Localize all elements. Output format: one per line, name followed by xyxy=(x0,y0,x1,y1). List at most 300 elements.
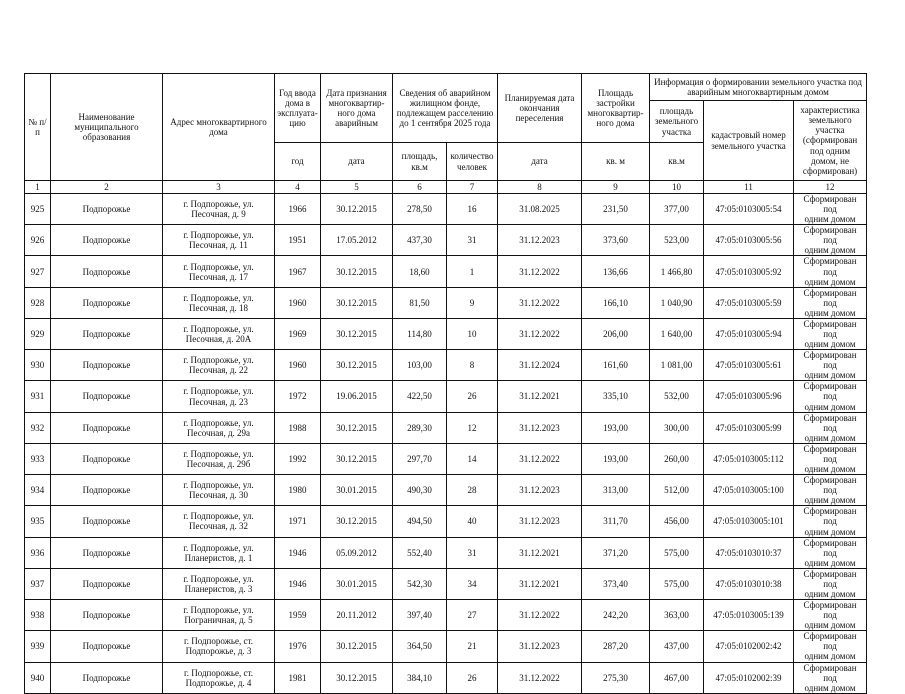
address-line-1: г. Подпорожье, ул. xyxy=(183,292,254,303)
characteristic-cell xyxy=(794,475,867,506)
municipality-cell: Подпорожье xyxy=(51,256,163,287)
address-cell xyxy=(163,475,275,506)
address-cell xyxy=(163,662,275,693)
land-area-cell: 300,00 xyxy=(650,412,704,443)
row-number: 931 xyxy=(25,381,51,412)
built-area-cell: 275,30 xyxy=(582,662,650,693)
planned-date-cell: 31.12.2021 xyxy=(498,568,582,599)
characteristic-line-2: одним домом xyxy=(804,464,856,475)
table-row xyxy=(25,475,867,506)
municipality-cell: Подпорожье xyxy=(51,631,163,662)
cadastral-cell: 47:05:0102002:39 xyxy=(704,662,794,693)
address-line-1: г. Подпорожье, ул. xyxy=(183,573,254,584)
address-line-2: Песочная, д. 23 xyxy=(188,396,249,407)
land-area-cell: 512,00 xyxy=(650,475,704,506)
land-area-cell: 1 640,00 xyxy=(650,318,704,349)
row-number: 934 xyxy=(25,475,51,506)
address-line-1: г. Подпорожье, ул. xyxy=(183,542,254,553)
characteristic-line-1: Сформирован под xyxy=(803,600,857,621)
column-number: 10 xyxy=(650,181,704,194)
municipality-cell: Подпорожье xyxy=(51,443,163,474)
register-page xyxy=(24,73,866,694)
characteristic-line-2: одним домом xyxy=(804,651,856,662)
cadastral-cell: 47:05:0103005:92 xyxy=(704,256,794,287)
column-number: 7 xyxy=(447,181,498,194)
recognition-date-cell: 30.12.2015 xyxy=(321,443,393,474)
people-cell: 26 xyxy=(447,381,498,412)
characteristic-line-1: Сформирован под xyxy=(803,475,857,496)
address-line-2: Песочная, д. 11 xyxy=(189,240,248,251)
people-cell: 40 xyxy=(447,506,498,537)
people-cell: 21 xyxy=(447,631,498,662)
characteristic-cell xyxy=(794,350,867,381)
people-cell: 10 xyxy=(447,318,498,349)
area-cell: 81,50 xyxy=(393,287,447,318)
characteristic-line-1: Сформирован под xyxy=(803,350,857,371)
column-number: 9 xyxy=(582,181,650,194)
row-number: 929 xyxy=(25,318,51,349)
built-area-cell: 193,00 xyxy=(582,412,650,443)
address-line-2: Песочная, д. 32 xyxy=(188,521,249,532)
table-row xyxy=(25,537,867,568)
column-number: 12 xyxy=(794,181,867,194)
characteristic-line-1: Сформирован под xyxy=(803,537,857,558)
row-number: 935 xyxy=(25,506,51,537)
table-row xyxy=(25,194,867,225)
area-cell: 289,30 xyxy=(393,412,447,443)
address-cell xyxy=(163,412,275,443)
planned-date-cell: 31.12.2022 xyxy=(498,287,582,318)
land-area-cell: 260,00 xyxy=(650,443,704,474)
recognition-date-cell: 30.12.2015 xyxy=(321,662,393,693)
address-cell xyxy=(163,537,275,568)
people-cell: 27 xyxy=(447,600,498,631)
planned-date-cell: 31.12.2022 xyxy=(498,600,582,631)
characteristic-line-2: одним домом xyxy=(804,588,856,599)
planned-date-cell: 31.12.2022 xyxy=(498,318,582,349)
cadastral-cell: 47:05:0103005:101 xyxy=(704,506,794,537)
address-cell xyxy=(163,631,275,662)
address-line-2: Песочная, д. 20А xyxy=(185,334,252,345)
characteristic-line-1: Сформирован под xyxy=(803,412,857,433)
year-cell: 1960 xyxy=(275,287,321,318)
header-no: № п/п xyxy=(25,74,51,181)
people-cell: 26 xyxy=(447,662,498,693)
address-line-1: г. Подпорожье, ул. xyxy=(183,386,254,397)
characteristic-line-1: Сформирован под xyxy=(803,381,857,402)
address-cell xyxy=(163,194,275,225)
recognition-date-cell: 30.12.2015 xyxy=(321,318,393,349)
table-row xyxy=(25,350,867,381)
table-row xyxy=(25,568,867,599)
address-line-1: г. Подпорожье, ул. xyxy=(183,511,254,522)
characteristic-cell xyxy=(794,600,867,631)
address-cell xyxy=(163,381,275,412)
planned-date-cell: 31.12.2023 xyxy=(498,225,582,256)
municipality-cell: Подпорожье xyxy=(51,600,163,631)
characteristic-line-2: одним домом xyxy=(804,526,856,537)
column-number: 5 xyxy=(321,181,393,194)
people-cell: 12 xyxy=(447,412,498,443)
municipality-cell: Подпорожье xyxy=(51,662,163,693)
area-cell: 437,30 xyxy=(393,225,447,256)
header-characteristic: характеристика земельного участка (сформирован под одним домом, не сформирован) xyxy=(794,101,867,181)
address-line-1: г. Подпорожье, ул. xyxy=(183,480,254,491)
emergency-housing-table xyxy=(24,73,867,694)
address-cell xyxy=(163,600,275,631)
address-line-1: г. Подпорожье, ул. xyxy=(183,230,254,241)
land-area-cell: 532,00 xyxy=(650,381,704,412)
characteristic-line-2: одним домом xyxy=(804,370,856,381)
row-number: 932 xyxy=(25,412,51,443)
characteristic-line-1: Сформирован под xyxy=(803,256,857,277)
cadastral-cell: 47:05:0103005:100 xyxy=(704,475,794,506)
area-cell: 542,30 xyxy=(393,568,447,599)
characteristic-line-2: одним домом xyxy=(804,214,856,225)
address-cell xyxy=(163,256,275,287)
land-area-cell: 437,00 xyxy=(650,631,704,662)
row-number: 939 xyxy=(25,631,51,662)
address-line-2: Пограничная, д. 5 xyxy=(184,615,253,626)
planned-date-cell: 31.08.2025 xyxy=(498,194,582,225)
characteristic-line-2: одним домом xyxy=(804,495,856,506)
characteristic-cell xyxy=(794,662,867,693)
built-area-cell: 242,20 xyxy=(582,600,650,631)
built-area-cell: 335,10 xyxy=(582,381,650,412)
address-line-1: г. Подпорожье, ул. xyxy=(183,417,254,428)
cadastral-cell: 47:05:0103005:96 xyxy=(704,381,794,412)
address-line-2: Планеристов, д. 1 xyxy=(184,552,253,563)
people-cell: 31 xyxy=(447,537,498,568)
area-cell: 397,40 xyxy=(393,600,447,631)
cadastral-cell: 47:05:0103005:61 xyxy=(704,350,794,381)
land-area-cell: 1 040,90 xyxy=(650,287,704,318)
recognition-date-cell: 17.05.2012 xyxy=(321,225,393,256)
people-cell: 16 xyxy=(447,194,498,225)
unit-land-area: кв.м xyxy=(650,143,704,181)
column-number: 2 xyxy=(51,181,163,194)
land-area-cell: 575,00 xyxy=(650,568,704,599)
year-cell: 1972 xyxy=(275,381,321,412)
year-cell: 1966 xyxy=(275,194,321,225)
address-line-2: Песочная, д. 29б xyxy=(186,458,251,469)
area-cell: 490,30 xyxy=(393,475,447,506)
table-body xyxy=(25,194,867,694)
planned-date-cell: 31.12.2021 xyxy=(498,381,582,412)
row-number: 940 xyxy=(25,662,51,693)
address-line-2: Песочная, д. 17 xyxy=(188,271,249,282)
built-area-cell: 373,40 xyxy=(582,568,650,599)
characteristic-line-2: одним домом xyxy=(804,339,856,350)
land-area-cell: 363,00 xyxy=(650,600,704,631)
planned-date-cell: 31.12.2023 xyxy=(498,412,582,443)
characteristic-line-2: одним домом xyxy=(804,682,856,693)
year-cell: 1980 xyxy=(275,475,321,506)
municipality-cell: Подпорожье xyxy=(51,287,163,318)
row-number: 926 xyxy=(25,225,51,256)
planned-date-cell: 31.12.2022 xyxy=(498,256,582,287)
cadastral-cell: 47:05:0103010:38 xyxy=(704,568,794,599)
built-area-cell: 373,60 xyxy=(582,225,650,256)
header-recognition-date: Дата признания многоквартир-ного дома аварийным xyxy=(321,74,393,143)
cadastral-cell: 47:05:0103005:54 xyxy=(704,194,794,225)
address-cell xyxy=(163,350,275,381)
column-number: 3 xyxy=(163,181,275,194)
address-line-1: г. Подпорожье, ул. xyxy=(183,323,254,334)
characteristic-line-2: одним домом xyxy=(804,401,856,412)
row-number: 927 xyxy=(25,256,51,287)
planned-date-cell: 31.12.2022 xyxy=(498,662,582,693)
characteristic-line-1: Сформирован под xyxy=(803,194,857,215)
recognition-date-cell: 05.09.2012 xyxy=(321,537,393,568)
header-land-info: Информация о формировании земельного участка под аварийным многоквартирным домом xyxy=(650,74,867,101)
built-area-cell: 313,00 xyxy=(582,475,650,506)
cadastral-cell: 47:05:0103005:139 xyxy=(704,600,794,631)
characteristic-cell xyxy=(794,194,867,225)
characteristic-line-2: одним домом xyxy=(804,620,856,631)
characteristic-line-1: Сформирован под xyxy=(803,631,857,652)
year-cell: 1960 xyxy=(275,350,321,381)
municipality-cell: Подпорожье xyxy=(51,475,163,506)
area-cell: 297,70 xyxy=(393,443,447,474)
cadastral-cell: 47:05:0103005:59 xyxy=(704,287,794,318)
table-row xyxy=(25,287,867,318)
unit-date: дата xyxy=(321,143,393,181)
built-area-cell: 206,00 xyxy=(582,318,650,349)
recognition-date-cell: 30.12.2015 xyxy=(321,350,393,381)
characteristic-line-2: одним домом xyxy=(804,432,856,443)
row-number: 937 xyxy=(25,568,51,599)
planned-date-cell: 31.12.2024 xyxy=(498,350,582,381)
row-number: 933 xyxy=(25,443,51,474)
recognition-date-cell: 19.06.2015 xyxy=(321,381,393,412)
address-line-1: г. Подпорожье, ст. xyxy=(184,636,253,647)
column-number: 4 xyxy=(275,181,321,194)
characteristic-line-2: одним домом xyxy=(804,276,856,287)
area-cell: 422,50 xyxy=(393,381,447,412)
characteristic-cell xyxy=(794,412,867,443)
land-area-cell: 1 466,80 xyxy=(650,256,704,287)
header-address: Адрес многоквартирного дома xyxy=(163,74,275,181)
address-cell xyxy=(163,506,275,537)
characteristic-cell xyxy=(794,225,867,256)
address-line-2: Подпорожье, д. 4 xyxy=(185,677,252,688)
characteristic-line-2: одним домом xyxy=(804,307,856,318)
recognition-date-cell: 30.01.2015 xyxy=(321,568,393,599)
land-area-cell: 575,00 xyxy=(650,537,704,568)
address-line-2: Песочная, д. 30 xyxy=(188,490,249,501)
table-row xyxy=(25,662,867,693)
year-cell: 1967 xyxy=(275,256,321,287)
row-number: 938 xyxy=(25,600,51,631)
column-number: 8 xyxy=(498,181,582,194)
area-cell: 364,50 xyxy=(393,631,447,662)
year-cell: 1951 xyxy=(275,225,321,256)
table-row xyxy=(25,318,867,349)
address-line-1: г. Подпорожье, ул. xyxy=(183,199,254,210)
characteristic-cell xyxy=(794,537,867,568)
characteristic-cell xyxy=(794,506,867,537)
column-number: 6 xyxy=(393,181,447,194)
table-row xyxy=(25,506,867,537)
header-planned-date: Планируемая дата окончания переселения xyxy=(498,74,582,143)
address-cell xyxy=(163,287,275,318)
area-cell: 103,00 xyxy=(393,350,447,381)
address-line-1: г. Подпорожье, ул. xyxy=(183,448,254,459)
municipality-cell: Подпорожье xyxy=(51,537,163,568)
recognition-date-cell: 30.12.2015 xyxy=(321,194,393,225)
header-cadastral: кадастровый номер земельного участка xyxy=(704,101,794,181)
address-line-2: Песочная, д. 29а xyxy=(186,427,251,438)
row-number: 930 xyxy=(25,350,51,381)
year-cell: 1946 xyxy=(275,537,321,568)
characteristic-line-1: Сформирован под xyxy=(803,506,857,527)
area-cell: 552,40 xyxy=(393,537,447,568)
header-year: Год ввода дома в эксплуата-цию xyxy=(275,74,321,143)
unit-area: площадь, кв.м xyxy=(393,143,447,181)
people-cell: 34 xyxy=(447,568,498,599)
planned-date-cell: 31.12.2023 xyxy=(498,631,582,662)
address-cell xyxy=(163,568,275,599)
municipality-cell: Подпорожье xyxy=(51,225,163,256)
area-cell: 278,50 xyxy=(393,194,447,225)
characteristic-cell xyxy=(794,287,867,318)
municipality-cell: Подпорожье xyxy=(51,194,163,225)
municipality-cell: Подпорожье xyxy=(51,412,163,443)
address-cell xyxy=(163,443,275,474)
recognition-date-cell: 30.12.2015 xyxy=(321,287,393,318)
recognition-date-cell: 20.11.2012 xyxy=(321,600,393,631)
characteristic-line-1: Сформирован под xyxy=(803,662,857,683)
table-row xyxy=(25,381,867,412)
built-area-cell: 166,10 xyxy=(582,287,650,318)
address-line-1: г. Подпорожье, ул. xyxy=(183,355,254,366)
year-cell: 1969 xyxy=(275,318,321,349)
year-cell: 1959 xyxy=(275,600,321,631)
municipality-cell: Подпорожье xyxy=(51,350,163,381)
people-cell: 31 xyxy=(447,225,498,256)
address-line-2: Песочная, д. 9 xyxy=(191,209,246,220)
characteristic-cell xyxy=(794,318,867,349)
table-row xyxy=(25,225,867,256)
planned-date-cell: 31.12.2023 xyxy=(498,506,582,537)
address-line-2: Песочная, д. 18 xyxy=(188,302,249,313)
recognition-date-cell: 30.12.2015 xyxy=(321,256,393,287)
row-number: 936 xyxy=(25,537,51,568)
characteristic-line-2: одним домом xyxy=(804,245,856,256)
characteristic-cell xyxy=(794,443,867,474)
characteristic-cell xyxy=(794,568,867,599)
column-number: 1 xyxy=(25,181,51,194)
header-emergency-fund: Сведения об аварийном жилищном фонде, подлежащем расселению до 1 сентября 2025 года xyxy=(393,74,498,143)
characteristic-line-1: Сформирован под xyxy=(803,318,857,340)
built-area-cell: 287,20 xyxy=(582,631,650,662)
planned-date-cell: 31.12.2023 xyxy=(498,475,582,506)
row-number: 928 xyxy=(25,287,51,318)
characteristic-cell xyxy=(794,631,867,662)
year-cell: 1971 xyxy=(275,506,321,537)
address-line-2: Песочная, д. 22 xyxy=(188,365,249,376)
municipality-cell: Подпорожье xyxy=(51,568,163,599)
address-line-1: г. Подпорожье, ст. xyxy=(184,667,253,678)
table-header xyxy=(25,74,867,194)
built-area-cell: 136,66 xyxy=(582,256,650,287)
table-row xyxy=(25,443,867,474)
address-line-2: Подпорожье, д. 3 xyxy=(185,646,252,657)
characteristic-cell xyxy=(794,381,867,412)
cadastral-cell: 47:05:0103005:56 xyxy=(704,225,794,256)
municipality-cell: Подпорожье xyxy=(51,318,163,349)
year-cell: 1988 xyxy=(275,412,321,443)
year-cell: 1981 xyxy=(275,662,321,693)
row-number: 925 xyxy=(25,194,51,225)
land-area-cell: 1 081,00 xyxy=(650,350,704,381)
column-number: 11 xyxy=(704,181,794,194)
year-cell: 1946 xyxy=(275,568,321,599)
recognition-date-cell: 30.12.2015 xyxy=(321,506,393,537)
cadastral-cell: 47:05:0103005:94 xyxy=(704,318,794,349)
cadastral-cell: 47:05:0103005:99 xyxy=(704,412,794,443)
built-area-cell: 161,60 xyxy=(582,350,650,381)
cadastral-cell: 47:05:0103005:112 xyxy=(704,443,794,474)
cadastral-cell: 47:05:0102002:42 xyxy=(704,631,794,662)
header-municipality: Наименование муниципального образования xyxy=(51,74,163,181)
recognition-date-cell: 30.12.2015 xyxy=(321,631,393,662)
people-cell: 28 xyxy=(447,475,498,506)
municipality-cell: Подпорожье xyxy=(51,381,163,412)
address-cell xyxy=(163,318,275,349)
table-row xyxy=(25,631,867,662)
address-line-1: г. Подпорожье, ул. xyxy=(183,261,254,272)
column-number-row xyxy=(25,181,867,194)
year-cell: 1976 xyxy=(275,631,321,662)
table-row xyxy=(25,412,867,443)
characteristic-cell xyxy=(794,256,867,287)
unit-year: год xyxy=(275,143,321,181)
people-cell: 8 xyxy=(447,350,498,381)
characteristic-line-1: Сформирован под xyxy=(803,568,857,589)
land-area-cell: 523,00 xyxy=(650,225,704,256)
characteristic-line-2: одним домом xyxy=(804,557,856,568)
area-cell: 494,50 xyxy=(393,506,447,537)
municipality-cell: Подпорожье xyxy=(51,506,163,537)
year-cell: 1992 xyxy=(275,443,321,474)
characteristic-line-1: Сформирован под xyxy=(803,225,857,246)
area-cell: 384,10 xyxy=(393,662,447,693)
land-area-cell: 456,00 xyxy=(650,506,704,537)
recognition-date-cell: 30.01.2015 xyxy=(321,475,393,506)
area-cell: 18,60 xyxy=(393,256,447,287)
cadastral-cell: 47:05:0103010:37 xyxy=(704,537,794,568)
built-area-cell: 193,00 xyxy=(582,443,650,474)
address-line-2: Планеристов, д. 3 xyxy=(184,583,253,594)
unit-planned-date: дата xyxy=(498,143,582,181)
characteristic-line-1: Сформирован под xyxy=(803,443,857,464)
area-cell: 114,80 xyxy=(393,318,447,349)
built-area-cell: 371,20 xyxy=(582,537,650,568)
header-land-area: площадь земельного участка xyxy=(650,101,704,143)
people-cell: 14 xyxy=(447,443,498,474)
built-area-cell: 311,70 xyxy=(582,506,650,537)
built-area-cell: 231,50 xyxy=(582,194,650,225)
people-cell: 9 xyxy=(447,287,498,318)
unit-built-area: кв. м xyxy=(582,143,650,181)
characteristic-line-1: Сформирован под xyxy=(803,287,857,308)
people-cell: 1 xyxy=(447,256,498,287)
table-row xyxy=(25,600,867,631)
header-built-area: Площадь застройки многоквартир-ного дома xyxy=(582,74,650,143)
land-area-cell: 467,00 xyxy=(650,662,704,693)
